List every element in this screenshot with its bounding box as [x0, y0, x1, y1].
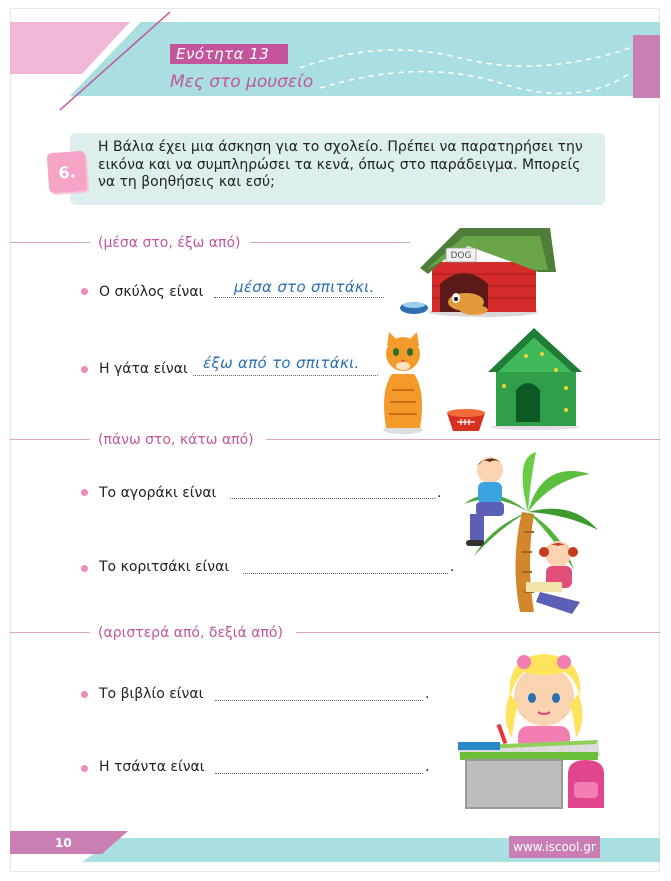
- bullet-dot: [81, 366, 88, 373]
- instruction-box: [70, 133, 605, 205]
- dog-house-icon: [398, 222, 558, 318]
- section-separator: [10, 623, 660, 643]
- page-number: 10: [55, 836, 72, 850]
- section-separator: [10, 233, 660, 253]
- header-dash-decoration-icon: [300, 28, 630, 98]
- palm-tree-children-icon: [462, 452, 602, 624]
- section-label: (μέσα στο, έξω από): [94, 233, 245, 253]
- answer-blank[interactable]: [215, 773, 423, 774]
- item-end-period: .: [425, 759, 430, 775]
- instruction-line: να τη βοηθήσεις και εσύ;: [98, 174, 275, 190]
- bullet-dot: [81, 691, 88, 698]
- section-label: (πάνω στο, κάτω από): [94, 430, 258, 450]
- answer-blank[interactable]: [230, 498, 435, 499]
- answer-blank[interactable]: [243, 573, 448, 574]
- answer-blank[interactable]: [214, 297, 384, 298]
- instruction-line: εικόνα και να συμπληρώσει τα κενά, όπως στο παράδειγμα. Μπορείς: [98, 156, 581, 173]
- instruction-line: Η Βάλια έχει μια άσκηση για το σχολείο. Πρέπει να παρατηρήσει την: [98, 139, 583, 155]
- cat-icon: [376, 330, 430, 434]
- item-end-period: .: [450, 559, 455, 575]
- unit-label: Ενότητα 13: [176, 45, 270, 63]
- example-answer: μέσα στο σπιτάκι.: [234, 278, 375, 296]
- item-end-period: .: [425, 686, 430, 702]
- example-answer: έξω από το σπιτάκι.: [203, 354, 360, 372]
- header-diagonal-line-icon: [50, 10, 180, 115]
- bullet-dot: [81, 765, 88, 772]
- bullet-dot: [81, 489, 88, 496]
- header-pink-tab: [633, 35, 660, 98]
- green-house-icon: [486, 326, 584, 430]
- doghouse-sign: DOG: [450, 251, 472, 261]
- girl-at-desk-icon: [452, 648, 618, 818]
- item-prompt: Το αγοράκι είναι: [99, 485, 217, 501]
- item-prompt: Ο σκύλος είναι: [99, 284, 204, 300]
- unit-title: Μες στο μουσείο: [170, 72, 314, 92]
- section-separator: [10, 430, 660, 450]
- answer-blank[interactable]: [193, 375, 378, 376]
- answer-blank[interactable]: [215, 700, 423, 701]
- website-link[interactable]: www.iscool.gr: [509, 836, 600, 858]
- bullet-dot: [81, 288, 88, 295]
- item-end-period: .: [437, 485, 442, 501]
- item-prompt: Η γάτα είναι: [99, 361, 188, 377]
- item-prompt: Η τσάντα είναι: [99, 759, 205, 775]
- item-prompt: Το βιβλίο είναι: [99, 686, 204, 702]
- exercise-number-badge: 6.: [47, 151, 88, 194]
- item-prompt: Το κοριτσάκι είναι: [99, 559, 230, 575]
- bullet-dot: [81, 565, 88, 572]
- section-label: (αριστερά από, δεξιά από): [94, 623, 287, 643]
